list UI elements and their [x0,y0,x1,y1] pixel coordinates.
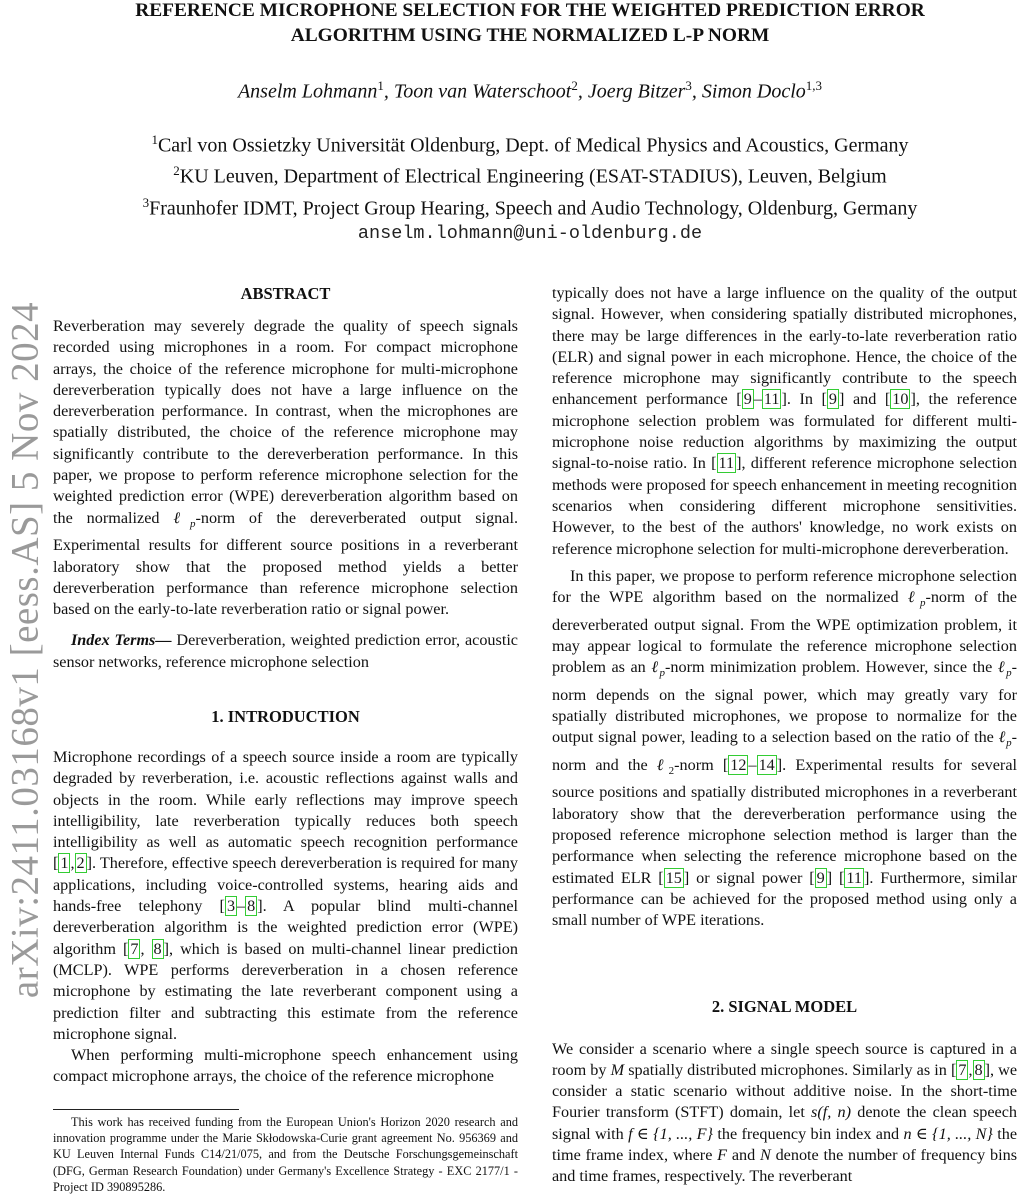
abstract-heading: ABSTRACT [240,284,331,303]
intro-paragraph: Microphone recordings of a speech source inside a room are typically degraded by reverberation, i.e. acoustic reflections against walls and objects in the room. While early reflections may improve speech intelligibility, late reverberation typically reduces both speech intelligibility as well as automatic speech recognition performance [ 1 , 2 ]. Therefore, effective speech dereverberation is required for many applications, including voice-controlled systems, hearing aids and hands-free telephony [ 3 – 8 ]. A popular blind multi-channel dereverberation algorithm is the weighted prediction error (WPE) algorithm [ 7 , 8 ], which is based on multi-channel linear prediction (MCLP). WPE performs dereverberation in a chosen reference microphone by estimating the late reverberant component using a prediction filter and subtracting this estimate from the reference microphone signal. [53,747,518,1043]
citation-link[interactable]: 8 [153,939,162,958]
intro-paragraph: When performing multi-microphone speech enhancement using compact microphone arrays, the choice of the reference microphone [53,1046,518,1086]
footnote-rule [53,1109,239,1110]
paper-header [60,0,1000,246]
citation-link[interactable]: 2 [76,854,85,873]
left-column [53,283,518,1088]
affiliation: $^1$Carl von Ossietzky Universität Oldenburg, Dept. of Medical Physics and Acoustics, Germany [151,131,909,157]
intro-paragraph: In this paper, we propose to perform reference microphone selection for the WPE algorithm based on the normalized ℓ$_p$-norm of the dereverberated output signal. From the WPE optimization problem, it may appear logical to formulate the reference microphone selection problem as an ℓ$_p$-norm minimization problem. However, since the ℓ$_p$-norm depends on the signal power, which may greatly vary for spatially distributed microphones, we propose to normalize for the output signal power, leading to a selection based on the ratio of the ℓ$_p$-norm and the ℓ$_2$-norm [ 12 – 14 ]. Experimental results for several source positions and spatially distributed microphones in a reverberant laboratory show that the dereverberation performance using the proposed reference microphone selection method is larger than the performance when selecting the reference microphone based on the estimated ELR [ 15 ] or signal power [ 9 ] [ 11 ]. Furthermore, similar performance can be achieved for the proposed method using only a small number of WPE iterations. [552,566,1017,930]
citation-link[interactable]: 11 [846,868,862,887]
right-column [552,283,1017,1188]
citation-link[interactable]: 11 [718,454,735,473]
author: Joerg Bitzer [587,80,686,103]
citation-link[interactable]: 9 [828,390,837,409]
author-email[interactable]: anselm.lohmann@uni-oldenburg.de [357,222,703,244]
citation-link[interactable]: 1 [60,854,69,873]
citation-link[interactable]: 9 [743,390,752,409]
citation-link[interactable]: 15 [665,868,682,887]
citation-link[interactable]: 11 [763,390,780,409]
citation-link[interactable]: 8 [247,897,256,916]
citation-link[interactable]: 8 [974,1060,983,1079]
index-terms: Index Terms— Dereverberation, weighted prediction error, acoustic sensor networks, reference microphone selection [53,631,518,671]
abstract-text: Reverberation may severely degrade the quality of speech signals recorded using microphones in a room. For compact microphone arrays, the choice of the reference microphone for multi-microphone dereverberation typically does not have a large influence on the dereverberation performance. In contrast, when the microphones are spatially distributed, the choice of the reference microphone may significantly contribute to the dereverberation performance. In this paper, we propose to perform reference microphone selection for the weighted prediction error (WPE) dereverberation algorithm based on the normalized ℓ$_p$-norm of the dereverberated output signal. Experimental results for different source positions in a reverberant laboratory show that the proposed method yields a better dereverberation performance than reference microphone selection based on the early-to-late reverberation ratio or signal power. [53,317,519,619]
citation-link[interactable]: 14 [758,755,775,774]
affiliation: $^3$Fraunhofer IDMT, Project Group Hearing, Speech and Audio Technology, Oldenburg, Germany [142,194,918,220]
arxiv-stamp [0,301,50,999]
citation-link[interactable]: 7 [958,1060,967,1079]
citation-link[interactable]: 10 [892,390,909,409]
author: Simon Doclo [701,80,806,103]
paper-title: REFERENCE MICROPHONE SELECTION FOR THE WEIGHTED PREDICTION ERROR ALGORITHM USING THE NORMALIZED L-P NORM [135,0,925,46]
arxiv-id: arXiv:2411.03168v1 [eess.AS] 5 Nov 2024 [3,301,47,999]
author-list: Anselm Lohmann$^1$, Toon van Waterschoot$^2$, Joerg Bitzer$^3$, Simon Doclo$^{1,3}$ [237,78,823,103]
citation-link[interactable]: 12 [730,755,747,774]
affiliation-list [60,127,1000,246]
citation-link[interactable]: 9 [816,868,825,887]
funding-footnote: This work has received funding from the European Union's Horizon 2020 research and innovation programme under the Marie Skłodowska-Curie grant agreement No. 956369 and KU Leuven Internal Funds C14/21/075, and from the Deutsche Forschungsgemeinschaft (DFG, German Research Foundation) under Germany's Excellence Strategy - EXC 2177/1 - Project ID 390895286. [53,1115,518,1194]
signal-model-paragraph: We consider a scenario where a single speech source is captured in a room by M spatially distributed microphones. Similarly as in [ 7 , 8 ], we consider a static scenario without additive noise. In the short-time Fourier transform (STFT) domain, let s(f, n) denote the clean speech signal with f ∈ {1, ..., F} the frequency bin index and n ∈ {1, ..., N} the time frame index, where F and N denote the number of frequency bins and time frames, respectively. The reverberant [552,1039,1018,1186]
affiliation: $^2$KU Leuven, Department of Electrical Engineering (ESAT-STADIUS), Leuven, Belgium [173,163,887,188]
citation-link[interactable]: 7 [130,939,139,958]
author: Anselm Lohmann [237,80,378,103]
signal-model-heading: 2. SIGNAL MODEL [711,996,858,1016]
citation-link[interactable]: 3 [226,897,236,916]
author: Toon van Waterschoot [393,80,572,103]
intro-heading: 1. INTRODUCTION [211,706,360,726]
intro-paragraph: typically does not have a large influence on the quality of the output signal. However, when considering spatially distributed microphones, there may be large differences in the early-to-late reverberation ratio (ELR) and signal power in each microphone. Hence, the choice of the reference microphone may significantly contribute to the speech enhancement performance [ 9 – 11 ]. In [ 9 ] and [ 10 ], the reference microphone selection problem was formulated for different multi-microphone noise reduction algorithms by maximizing the output signal-to-noise ratio. In [ 11 ], different reference microphone selection methods were proposed for speech enhancement in meeting recognition scenarios when considering different microphone sensitivities. However, to the best of the authors' knowledge, no work exists on reference microphone selection for multi-microphone dereverberation. [552,284,1017,558]
